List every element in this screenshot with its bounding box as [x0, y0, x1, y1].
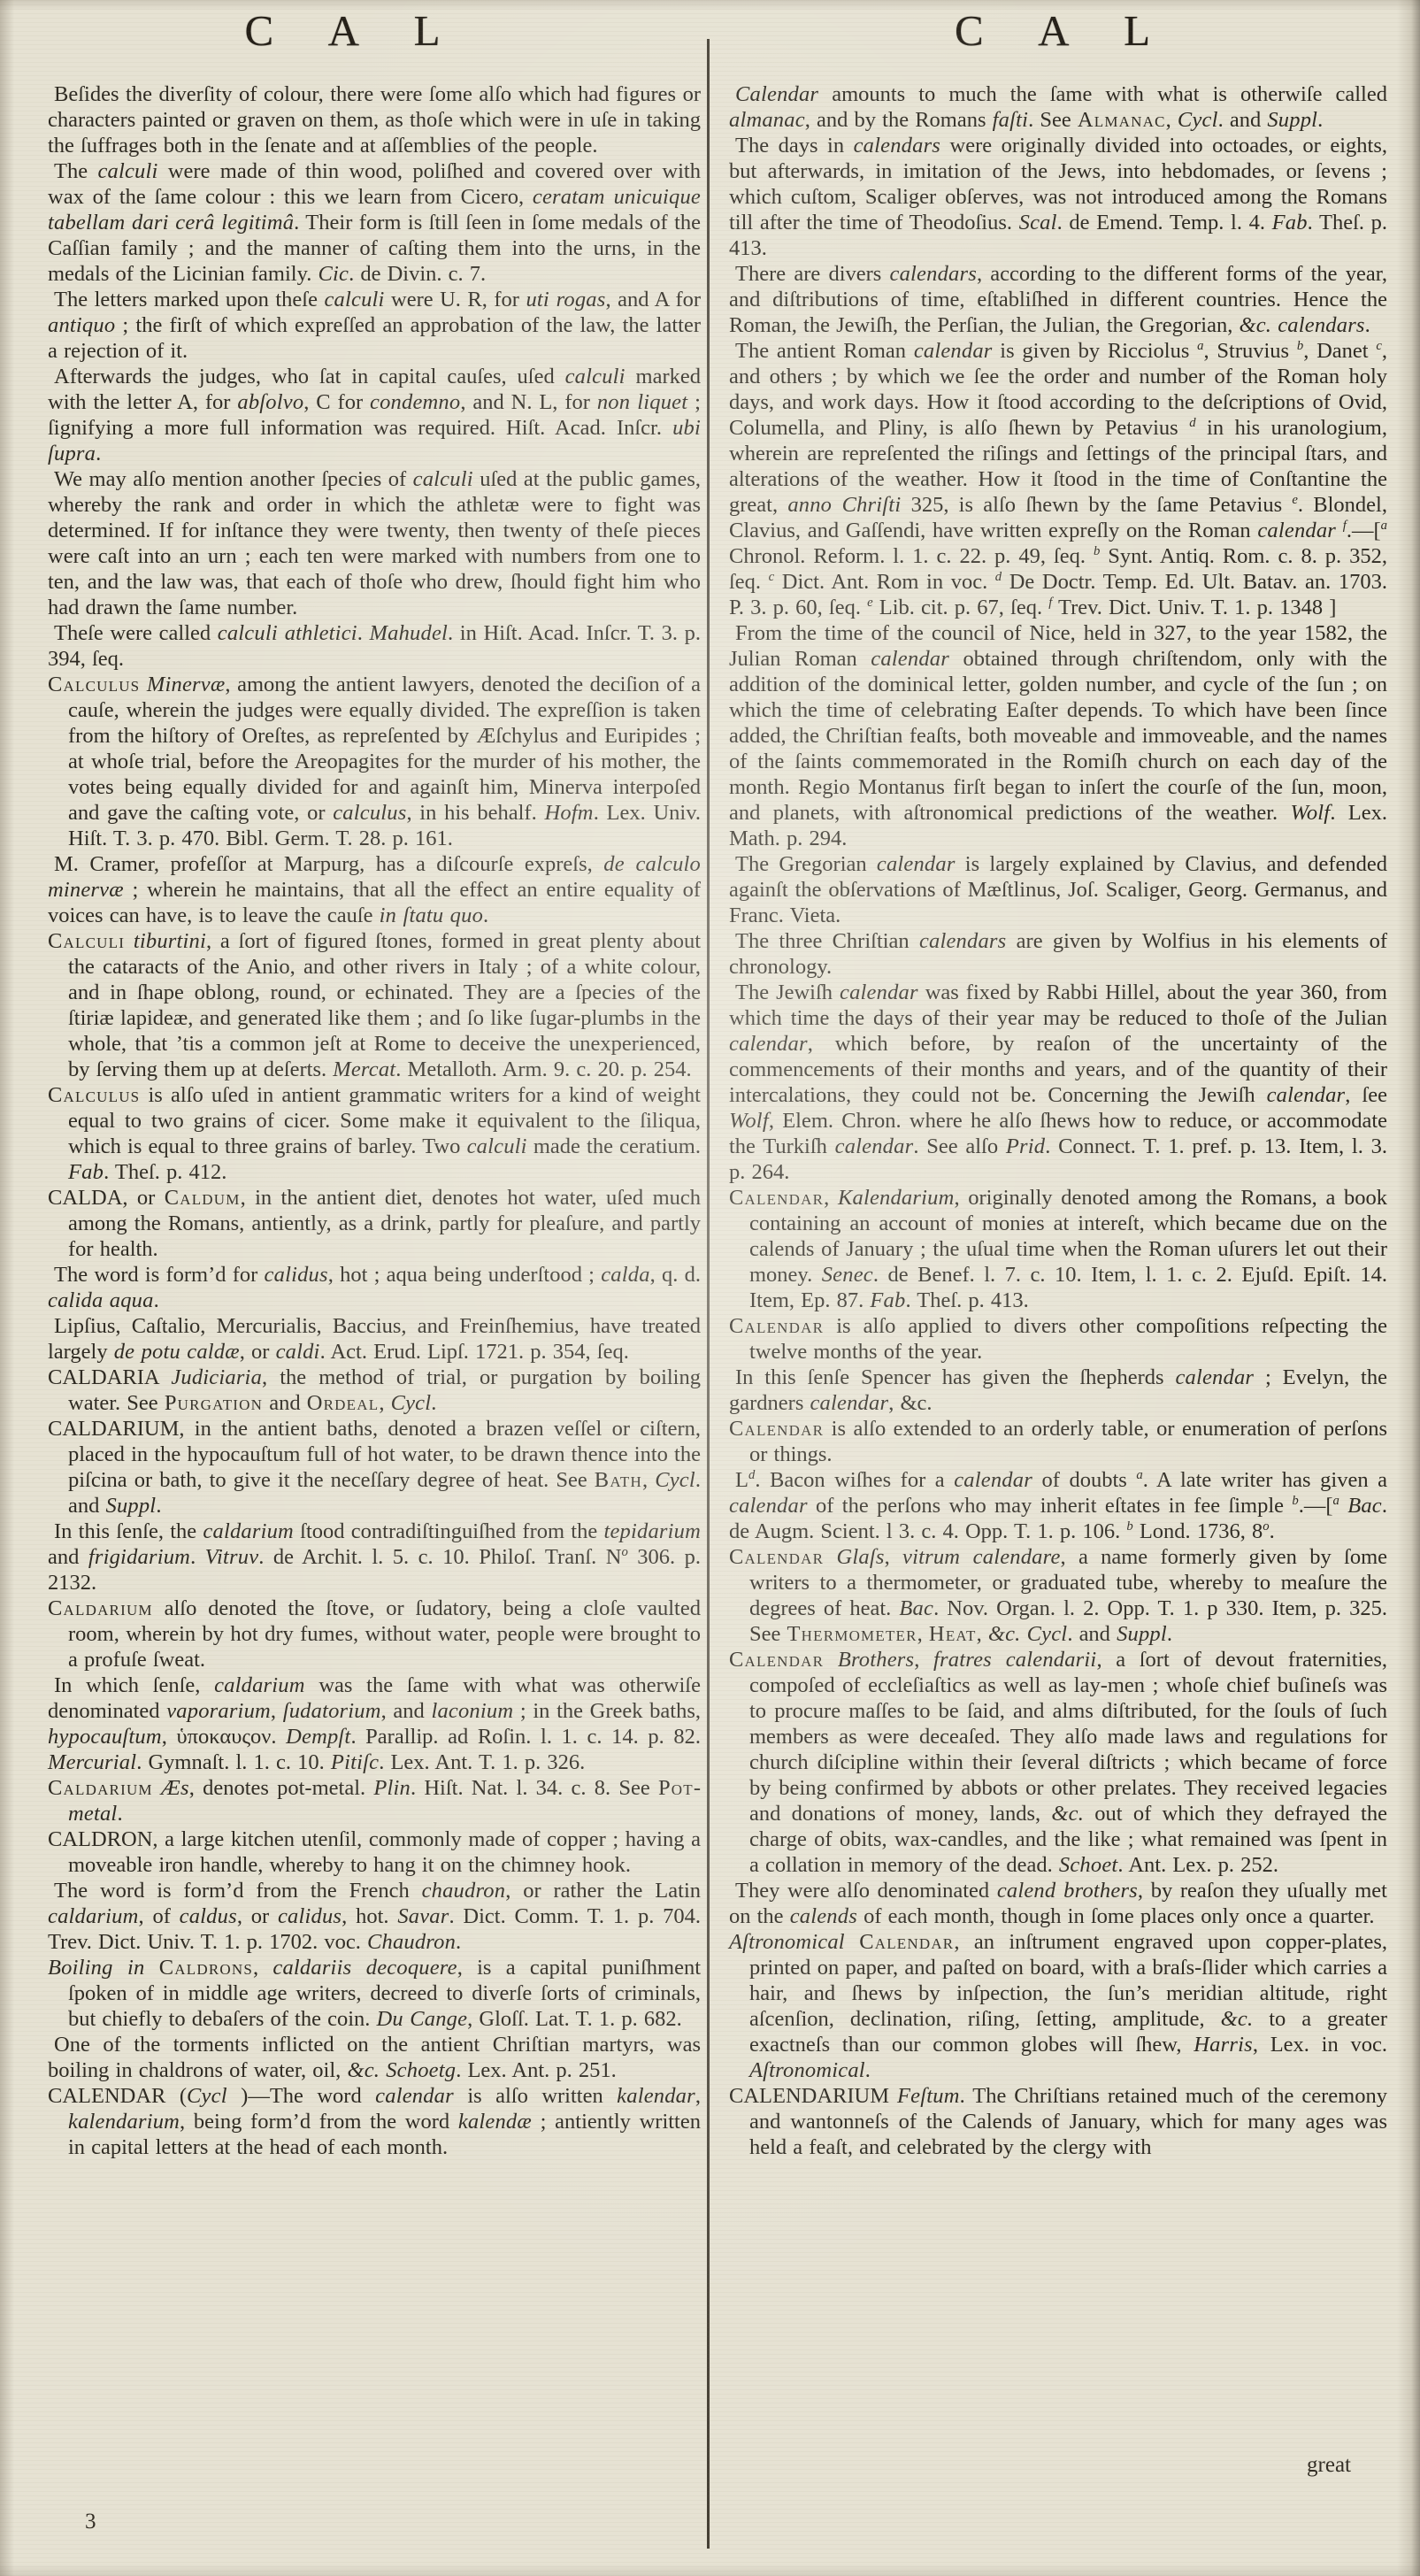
paragraph: Calendar amounts to much the ſame with what is otherwiſe called almanac, and by the Romans faſti. See Almanac, Cycl. and Suppl. — [729, 82, 1387, 132]
dictionary-entry: Calendar Brothers, fratres calendarii, a ſort of devout fraternities, compoſed of eccleſiaſtics as well as lay-men ; whoſe chief buſineſs was to procure maſſes to be ſaid, and alms diſtributed, for the ſouls of ſuch members as were deceaſed. They alſo made laws and regulations for church diſcipline within their ſeveral diſtricts ; which became of force by being confirmed by abbots or other prelates. They received legacies and donations of money, lands, &c. out of which they defrayed the charge of obits, wax-candles, and the like ; what remained was ſpent in a collation in memory of the dead. Schoet. Ant. Lex. p. 252. — [729, 1648, 1388, 1877]
dictionary-entry: CALDARIUM, in the antient baths, denoted a brazen veſſel or ciſtern, placed in the hypocauſtum full of hot water, to be drawn thence into the piſcina or bath, to give it the neceſſary degree of heat. See Bath, Cycl. and Suppl. — [48, 1417, 702, 1518]
paragraph: The calculi were made of thin wood, poliſhed and covered over with wax of the ſame colour : this we learn from Cicero, ceratam unicuique tabellam dari cerâ legitimâ. Their form is ſtill ſeen in ſome medals of the Caſſian family ; and the manner of caſting them into the urns, in the medals of the Licinian family. Cic. de Divin. c. 7. — [48, 159, 702, 286]
paragraph: There are divers calendars, according to the different forms of the year, and diſtributions of time, eſtabliſhed in different countries. Hence the Roman, the Jewiſh, the Perſian, the Julian, the Gregorian, &c. calendars. — [729, 262, 1388, 337]
dictionary-entry: Aſtronomical Calendar, an inſtrument engraved upon copper-plates, printed on paper, and paſted on board, with a braſs-ſlider which carries a hair, and ſhews by inſpection, the ſun’s meridian altitude, right aſcenſion, declination, riſing, ſetting, amplitude, &c. to a greater exactneſs than our common globes will ſhew, Harris, Lex. in voc. Aſtronomical. — [729, 1930, 1387, 2082]
dictionary-entry: CALENDAR (Cycl )—The word calendar is alſo written kalendar, kalendarium, being form’d from the word kalendæ ; antiently written in capital letters at the head of each month. — [48, 2084, 701, 2159]
paragraph: $L^d$. Bacon wiſhes for a calendar of doubts $^a$. A late writer has given a calendar of the perſons who may inherit eſtates in fee ſimple $^b$.—[$^a$ Bac. de Augm. Scient. l 3. c. 4. Opp. T. 1. p. 106. $^b$ Lond. 1736, 8$^o$. — [729, 1467, 1388, 1543]
paragraph: Afterwards the judges, who ſat in capital cauſes, uſed calculi marked with the letter A, for abſolvo, C for condemno, and N. L, for non liquet ; ſignifying a more full information was required. Hiſt. Acad. Inſcr. ubi ſupra. — [48, 365, 702, 465]
paragraph: The word is form’d from the French chaudron, or rather the Latin caldarium, of caldus, or calidus, hot. Savar. Dict. Comm. T. 1. p. 704. Trev. Dict. Univ. T. 1. p. 1702. voc. Chaudron. — [48, 1879, 702, 1954]
dictionary-entry: Calendar Glaſs, vitrum calendare, a name formerly given by ſome writers to a thermometer, or graduated tube, whereby to meaſure the degrees of heat. Bac. Nov. Organ. l. 2. Opp. T. 1. p 330. Item, p. 325. See Thermometer, Heat, &c. Cycl. and Suppl. — [729, 1545, 1388, 1646]
paragraph: The antient Roman calendar is given by Ricciolus $^a$, Struvius $^b$, Danet $^c$, and others ; by which we ſee the order and number of the Roman holy days, and work days. How it ſtood according to the deſcriptions of Ovid, Columella, and Pliny, is alſo ſhewn by Petavius $^d$ in his uranologium, wherein are repreſented the riſings and ſettings of the principal ſtars, and alterations of the weather. How it ſtood in the time of Conſtantine the great, anno Chriſti 325, is alſo ſhewn by the ſame Petavius $^e$. Blondel, Clavius, and Gaſſendi, have written expreſly on the Roman calendar $^f$.—[$^a$ Chronol. Reform. l. 1. c. 22. p. 49, ſeq. $^b$ Synt. Antiq. Rom. c. 8. p. 352, ſeq. $^c$ Dict. Ant. Rom in voc. $^d$ De Doctr. Temp. Ed. Ult. Batav. an. 1703. P. 3. p. 60, ſeq. $^e$ Lib. cit. p. 67, ſeq. $^f$ Trev. Dict. Univ. T. 1. p. 1348 ] — [729, 338, 1388, 619]
paragraph: We may alſo mention another ſpecies of calculi uſed at the public games, whereby the rank and order in which the athletæ were to fight was determined. If for inſtance they were twenty, then twenty of theſe pieces were caſt into an urn ; each ten were marked with numbers from one to ten, and the law was, that each of thoſe who drew, ſhould fight him who had drawn the ſame number. — [48, 467, 701, 619]
paragraph: The letters marked upon theſe calculi were U. R, for uti rogas, and A for antiquo ; the firſt of which expreſſed an approbation of the law, the latter a rejection of it. — [48, 288, 702, 363]
paragraph: In which ſenſe, caldarium was the ſame with what was otherwiſe denominated vaporarium, ſudatorium, and laconium ; in the Greek baths, hypocauſtum, ὑποκαυςον. Dempſt. Parallip. ad Roſin. l. 1. c. 14. p. 82. Mercurial. Gymnaſt. l. 1. c. 10. Pitiſc. Lex. Ant. T. 1. p. 326. — [48, 1673, 702, 1774]
signature-mark: 3 — [85, 2510, 96, 2534]
left-text-column — [48, 81, 701, 2160]
dictionary-entry: CALDA, or Caldum, in the antient diet, denotes hot water, uſed much among the Romans, antiently, as a drink, partly for pleaſure, and partly for health. — [48, 1186, 701, 1261]
column-divider-rule — [707, 39, 710, 2549]
paragraph: They were alſo denominated calend brothers, by reaſon they uſually met on the calends of each month, though in ſome places only once a quarter. — [729, 1879, 1387, 1928]
dictionary-entry: Caldarium Æs, denotes pot-metal. Plin. Hiſt. Nat. l. 34. c. 8. See Pot-metal. — [48, 1776, 702, 1826]
paragraph: The word is form’d for calidus, hot ; aqua being underſtood ; calda, q. d. calida aqua. — [48, 1263, 702, 1312]
dictionary-entry: CALENDARIUM Feſtum. The Chriſtians retained much of the ceremony and wantonneſs of the Calends of January, which for many ages was held a feaſt, and celebrated by the clergy with — [729, 2084, 1387, 2159]
dictionary-entry: Calendar is alſo extended to an orderly table, or enumeration of perſons or things. — [729, 1417, 1387, 1466]
paragraph: Theſe were called calculi athletici. Mahudel. in Hiſt. Acad. Inſcr. T. 3. p. 394, ſeq. — [48, 621, 701, 671]
dictionary-entry: CALDARIA Judiciaria, the method of trial, or purgation by boiling water. See Purgation and Ordeal, Cycl. — [48, 1365, 701, 1415]
right-text-column — [729, 81, 1387, 2160]
dictionary-entry: Boiling in Caldrons, caldariis decoquere, is a capital puniſhment ſpoken of in middle age writers, decreed to diverſe ſorts of criminals, but chiefly to debaſers of the coin. Du Cange, Gloſſ. Lat. T. 1. p. 682. — [48, 1956, 702, 2031]
dictionary-entry: Calculi tiburtini, a ſort of figured ſtones, formed in great plenty about the cataracts of the Anio, and other rivers in Italy ; of a white colour, and in ſhape oblong, round, or echinated. They are a ſpecies of the ſtiriæ lapideæ, and generated like them ; and ſo like ſugar-plumbs in the whole, that ’tis a common jeſt at Rome to deceive the unexperienced, by ſerving them up at deſerts. Mercat. Metalloth. Arm. 9. c. 20. p. 254. — [48, 929, 702, 1081]
dictionary-entry: Calculus is alſo uſed in antient grammatic writers for a kind of weight equal to two grains of cicer. Some make it equivalent to the ſiliqua, which is equal to three grains of barley. Two calculi made the ceratium. Fab. Theſ. p. 412. — [48, 1083, 701, 1184]
paragraph: In this ſenſe Spencer has given the ſhepherds calendar ; Evelyn, the gardners calendar, &c. — [729, 1365, 1387, 1415]
paragraph: The three Chriſtian calendars are given by Wolfius in his elements of chronology. — [729, 929, 1388, 979]
dictionary-entry: CALDRON, a large kitchen utenſil, commonly made of copper ; having a moveable iron handle, whereby to hang it on the chimney hook. — [48, 1827, 701, 1877]
dictionary-entry: Caldarium alſo denoted the ſtove, or ſudatory, being a cloſe vaulted room, wherein by hot dry fumes, without water, people were brought to a profuſe ſweat. — [48, 1596, 701, 1672]
paragraph: One of the torments inflicted on the antient Chriſtian martyrs, was boiling in chaldrons of water, oil, &c. Schoetg. Lex. Ant. p. 251. — [48, 2033, 701, 2082]
column-header-left: C A L — [244, 6, 464, 55]
paragraph: Beſides the diverſity of colour, there were ſome alſo which had figures or characters painted or graven on them, as thoſe which were in uſe in taking the ſuffrages both in the ſenate and at aſſemblies of the people. — [48, 82, 701, 158]
paragraph: From the time of the council of Nice, held in 327, to the year 1582, the Julian Roman calendar obtained through chriſtendom, only with the addition of the dominical letter, golden number, and cycle of the ſun ; on which the time of celebrating Eaſter depends. To which have been ſince added, the Chriſtian feaſts, both moveable and immoveable, and the names of the ſaints commemorated in the Romiſh church on each day of the month. Regio Montanus firſt began to inſert the courſe of the ſun, moon, and planets, with aſtronomical predictions of the weather. Wolf. Lex. Math. p. 294. — [729, 621, 1387, 850]
paragraph: The Gregorian calendar is largely explained by Clavius, and defended againſt the obſervations of Mæſtlinus, Joſ. Scaliger, Georg. Germanus, and Franc. Vieta. — [729, 852, 1387, 927]
paragraph: In this ſenſe, the caldarium ſtood contradiſtinguiſhed from the tepidarium and frigidarium. Vitruv. de Archit. l. 5. c. 10. Philoſ. Tranſ. $N^o$ 306. p. 2132. — [48, 1519, 701, 1595]
catchword: great — [1307, 2453, 1351, 2477]
paragraph: The Jewiſh calendar was fixed by Rabbi Hillel, about the year 360, from which time the days of their year may be reduced to thoſe of the Julian calendar, which before, by reaſon of the uncertainty of the commencements of their months and years, and of the quantity of their intercalations, they could not be. Concerning the Jewiſh calendar, ſee Wolf, Elem. Chron. where he alſo ſhews how to reduce, or accommodate the Turkiſh calendar. See alſo Prid. Connect. T. 1. pref. p. 13. Item, l. 3. p. 264. — [729, 980, 1387, 1184]
dictionary-entry: Calendar is alſo applied to divers other compoſitions reſpecting the twelve months of the year. — [729, 1314, 1387, 1364]
paragraph: The days in calendars were originally divided into octoades, or eights, but afterwards, in imitation of the Jews, into hebdomades, or ſevens ; which cuſtom, Scaliger obſerves, was not introduced among the Romans till after the time of Theodoſius. Scal. de Emend. Temp. l. 4. Fab. Theſ. p. 413. — [729, 134, 1388, 260]
dictionary-entry: Calculus Minervæ, among the antient lawyers, denoted the deciſion of a cauſe, wherein the judges were equally divided. The expreſſion is taken from the hiſtory of Oreſtes, as repreſented by Æſchylus and Euripides ; at whoſe trial, before the Areopagites for the murder of his mother, the votes being equally divided for and againſt him, Minerva interpoſed and gave the caſting vote, or calculus, in his behalf. Hofm. Lex. Univ. Hiſt. T. 3. p. 470. Bibl. Germ. T. 28. p. 161. — [48, 673, 701, 850]
paragraph: Lipſius, Caſtalio, Mercurialis, Baccius, and Freinſhemius, have treated largely de potu caldæ, or caldi. Act. Erud. Lipſ. 1721. p. 354, ſeq. — [48, 1314, 701, 1364]
dictionary-entry: Calendar, Kalendarium, originally denoted among the Romans, a book containing an account of monies at intereſt, which became due on the calends of January ; the uſual time when the Roman uſurers let out their money. Senec. de Benef. l. 7. c. 10. Item, l. 1. c. 2. Ejuſd. Epiſt. 14. Item, Ep. 87. Fab. Theſ. p. 413. — [729, 1186, 1388, 1312]
column-header-right: C A L — [954, 6, 1174, 55]
paragraph: M. Cramer, profeſſor at Marpurg, has a diſcourſe expreſs, de calculo minervæ ; wherein he maintains, that all the effect an entire equality of voices can have, is to leave the cauſe in ſtatu quo. — [48, 852, 701, 927]
